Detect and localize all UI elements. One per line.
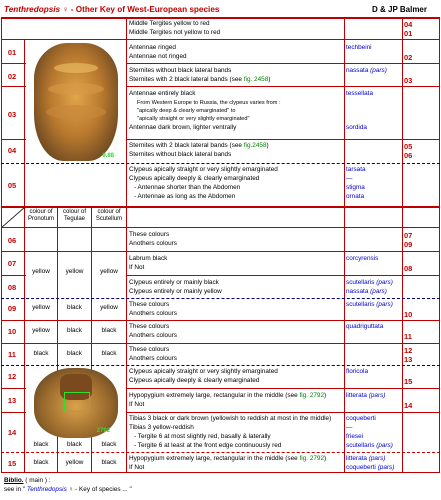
specimen-photo-hypopygium (34, 368, 118, 438)
species-stigma[interactable]: stigma (346, 184, 365, 191)
r05-l1: Clypeus apically straight or very slightly emarginated (129, 166, 278, 173)
r11-l2: Anothers colours (129, 355, 177, 362)
species-coqueberti-15[interactable]: coqueberti (pars) (346, 464, 395, 471)
r07-pronotum: yellow (32, 268, 50, 275)
title-rest: ♀ - Other Key of West-European species (60, 5, 220, 14)
r02-n2[interactable]: 03 (404, 76, 413, 85)
r15-l2: If Not (129, 464, 145, 471)
row-num-09: 09 (7, 304, 17, 313)
r08-l1: Clypeus entirely or mainly black (129, 279, 219, 286)
r15-tegulae: yellow (65, 459, 84, 466)
row-num-05: 05 (7, 181, 17, 190)
r14-dash: — (346, 424, 353, 431)
row-num-06: 06 (7, 236, 17, 245)
species-nassata[interactable]: nassata (pars) (346, 67, 387, 74)
species-coqueberti-14[interactable]: coqueberti (346, 415, 376, 422)
colhead-tegulae: colour of Tegulae (62, 209, 86, 222)
r09-tegulae: black (67, 304, 82, 311)
photo1-label: 9.88 (102, 153, 114, 159)
r12-n2[interactable]: 15 (404, 377, 413, 386)
species-quadriguttata[interactable]: quadriguttata (346, 323, 384, 330)
r15-pronotum: black (33, 459, 49, 466)
row-num-08: 08 (7, 283, 17, 292)
r05-l3: - Antennae shorter than the Abdomen (134, 184, 241, 191)
r01-n2[interactable]: 02 (404, 53, 413, 62)
r14-l2: Tibias 3 yellow-reddish (129, 424, 194, 431)
authors: D & JP Balmer (372, 5, 427, 14)
species-ornata[interactable]: ornata (346, 193, 365, 200)
r09-scutellum: yellow (100, 304, 118, 311)
r01-l1: Antennae ringed (129, 44, 176, 51)
r03-l1: Antennae entirely black (129, 90, 196, 97)
biblio-line-2: see in " Tenthredopsis ♀ - Key of species ... " (4, 486, 132, 493)
r09-n2[interactable]: 10 (404, 310, 413, 319)
species-sordida[interactable]: sordida (346, 124, 367, 131)
r07-tegulae: yellow (65, 268, 84, 275)
fig-link-2792b[interactable]: fig. 2792 (299, 455, 325, 462)
r04-l1: Sternites with 2 black lateral bands (see fig.2458) (129, 142, 269, 149)
r14-l3: - Tergite 6 at most slightly red, basally & laterally (134, 433, 271, 440)
r09-pronotum: yellow (32, 304, 50, 311)
page-title (4, 5, 219, 14)
biblio-label: Biblio. (4, 477, 24, 484)
species-scutellaris-08[interactable]: scutellaris (pars) (346, 279, 393, 286)
species-techbeini[interactable]: techbeini (346, 44, 372, 51)
r07-n2[interactable]: 08 (404, 264, 413, 273)
top-n2[interactable]: 01 (404, 29, 413, 38)
r12-l1: Clypeus apically straight or very slightly emarginated (129, 368, 278, 375)
row-num-01: 01 (7, 48, 17, 57)
row-num-04: 04 (7, 146, 17, 155)
row-num-07: 07 (7, 259, 17, 268)
top-line-2: Middle Tergites not yellow to red (129, 29, 221, 36)
r03-l2: Antennae dark brown, lighter ventrally (129, 124, 237, 131)
r03-s2: "apically deep & clearly emarginated" to (137, 108, 236, 114)
biblio-link[interactable]: Tenthredopsis (26, 486, 67, 493)
r14-scutellum: black (101, 441, 117, 448)
r02-l2: Sternites with 2 black lateral bands (see fig. 2458) (129, 76, 271, 83)
r11-tegulae: black (67, 350, 82, 357)
r11-l1: These colours (129, 346, 170, 353)
fig-link-2458b[interactable]: fig.2458 (243, 142, 267, 149)
r04-n2[interactable]: 06 (404, 151, 413, 160)
row-num-12: 12 (7, 372, 17, 381)
r13-l2: If Not (129, 401, 145, 408)
r10-scutellum: black (101, 327, 117, 334)
colhead-scutellum: colour of Scutellum (95, 209, 123, 222)
specimen-photo-abdomen (34, 43, 118, 161)
species-scutellaris-09[interactable]: scutellaris (pars) (346, 301, 393, 308)
r06-n1[interactable]: 07 (404, 231, 413, 240)
r06-l2: Anothers colours (129, 240, 177, 247)
row-num-15: 15 (7, 459, 17, 468)
row-num-13: 13 (7, 396, 17, 405)
r09-l1: These colours (129, 301, 170, 308)
row-num-10: 10 (7, 327, 17, 336)
r07-l2: If Not (129, 264, 145, 271)
r13-l1: Hypopygium extremely large, rectangular in the middle (see fig. 2792) (129, 392, 327, 399)
r01-l2: Antennae not ringed (129, 53, 187, 60)
r13-n2[interactable]: 14 (404, 401, 413, 410)
photo2-label: 2792 (96, 428, 110, 434)
species-tessellata[interactable]: tessellata (346, 90, 373, 97)
species-litterata-15[interactable]: litterata (pars) (346, 455, 386, 462)
r06-l1: These colours (129, 231, 170, 238)
fig-link-2458[interactable]: fig. 2458 (243, 76, 269, 83)
top-line-1: Middle Tergites yellow to red (129, 20, 210, 27)
r07-scutellum: yellow (100, 268, 118, 275)
species-tarsata[interactable]: tarsata (346, 166, 366, 173)
r12-l2: Clypeus apically deeply & clearly emarginated (129, 377, 260, 384)
r09-l2: Anothers colours (129, 310, 177, 317)
r11-n1[interactable]: 12 (404, 346, 413, 355)
row-num-14: 14 (7, 428, 17, 437)
r10-l2: Anothers colours (129, 332, 177, 339)
row-num-03: 03 (7, 110, 17, 119)
r03-s1: From Western Europe to Russia, the clypeus varies from : (137, 100, 281, 106)
species-corcyrensis[interactable]: corcyrensis (346, 255, 379, 262)
r06-n2[interactable]: 09 (404, 240, 413, 249)
species-friesei[interactable]: friesei (346, 433, 364, 440)
r14-pronotum: black (33, 441, 49, 448)
r15-scutellum: black (101, 459, 117, 466)
r02-l1: Sternites without black lateral bands (129, 67, 232, 74)
r07-l1: Labrum black (129, 255, 168, 262)
species-floricola[interactable]: floricola (346, 368, 369, 375)
r08-l2: Clypeus entirely or mainly yellow (129, 288, 222, 295)
r10-pronotum: yellow (32, 327, 50, 334)
r11-scutellum: black (101, 350, 117, 357)
r10-tegulae: black (67, 327, 82, 334)
r15-l1: Hypopygium extremely large, rectangular in the middle (see fig. 2792) (129, 455, 327, 462)
r05-l4: - Antennae as long as the Abdomen (134, 193, 236, 200)
genus-name: Tenthredopsis (4, 5, 61, 14)
biblio-line-1: Biblio. ( main ) : (4, 477, 51, 484)
r11-n2[interactable]: 13 (404, 355, 413, 364)
colhead-pronotum: colour of Pronotum (27, 209, 54, 222)
r14-l4: - Tergite 6 at least at the front edge continuously red (134, 442, 282, 449)
r14-tegulae: black (67, 441, 82, 448)
r03-s3: "apically straight or very slightly emarginated" (137, 116, 250, 122)
r14-l1: Tibias 3 black or dark brown (yellowish to reddish at most in the middle) (129, 415, 332, 422)
species-nassata-08[interactable]: nassata (pars) (346, 288, 387, 295)
r10-l1: These colours (129, 323, 170, 330)
species-litterata-13[interactable]: litterata (pars) (346, 392, 386, 399)
r05-l2: Clypeus apically deeply & clearly emarginated (129, 175, 260, 182)
top-n1[interactable]: 04 (404, 20, 413, 29)
row-num-02: 02 (7, 72, 17, 81)
species-scutellaris-14[interactable]: scutellaris (pars) (346, 442, 393, 449)
r04-l2: Sternites without black lateral bands (129, 151, 232, 158)
r10-n2[interactable]: 11 (404, 332, 412, 341)
row-num-11: 11 (8, 350, 16, 359)
r11-pronotum: black (33, 350, 49, 357)
r04-n1[interactable]: 05 (404, 142, 413, 151)
fig-link-2792[interactable]: fig. 2792 (299, 392, 325, 399)
corner-diagonal (1, 207, 25, 228)
r05-dash: — (346, 175, 353, 182)
